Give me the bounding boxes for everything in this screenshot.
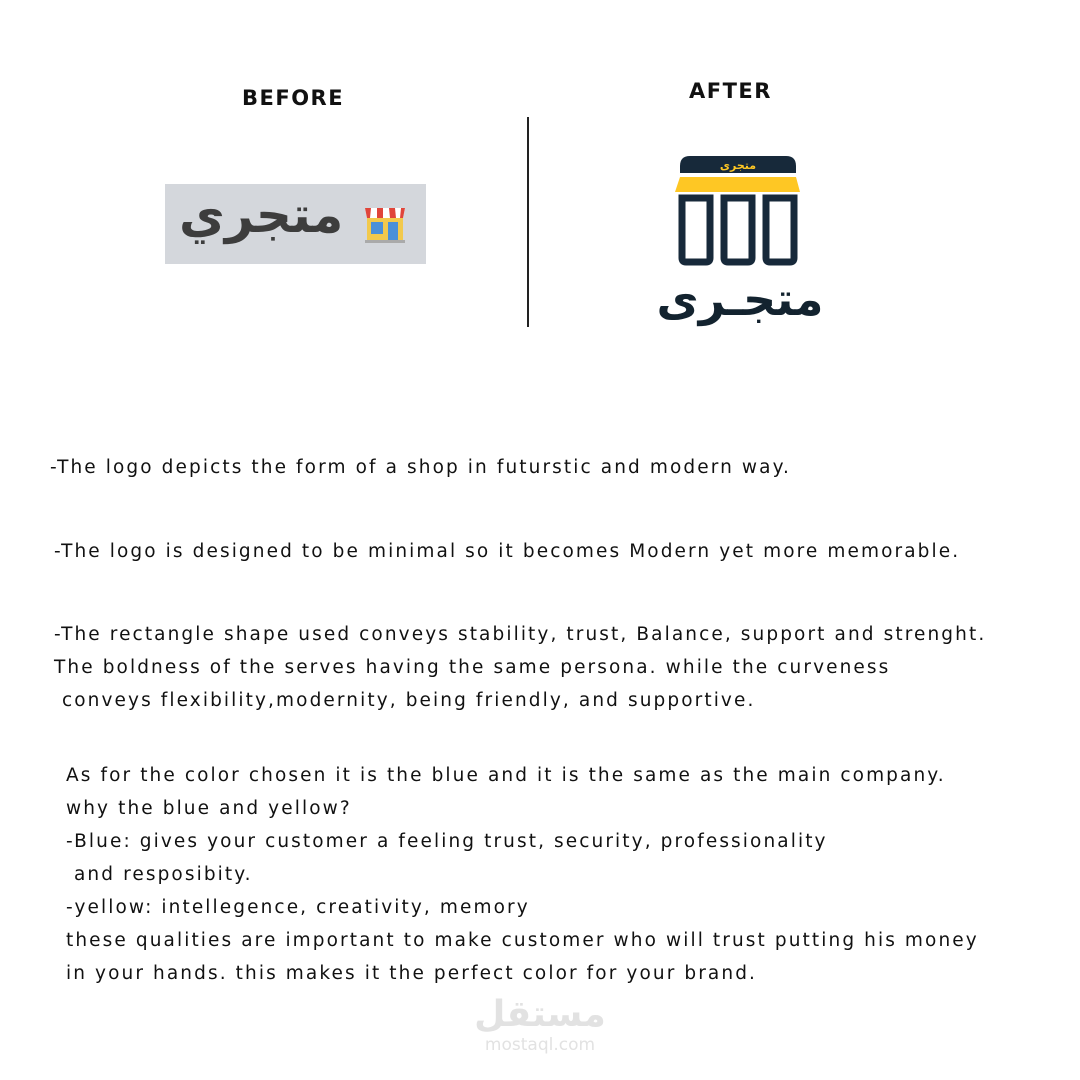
text-line: in your hands. this makes it the perfect color for your brand. (66, 963, 758, 984)
divider (527, 117, 529, 327)
after-logo-text: متجـرى (656, 272, 824, 326)
before-logo (165, 184, 426, 264)
text-line: why the blue and yellow? (66, 798, 352, 819)
text-line: and resposibity. (66, 864, 253, 885)
after-logo (672, 154, 804, 270)
text-line: -The logo is designed to be minimal so it becomes Modern yet more memorable. (54, 541, 961, 562)
text-line: -Blue: gives your customer a feeling trust, security, professionality (66, 831, 828, 852)
store-emoji-icon (363, 204, 407, 244)
text-line: -yellow: intellegence, creativity, memory (66, 897, 530, 918)
text-line: As for the color chosen it is the blue and it is the same as the main company. (66, 765, 946, 786)
watermark-arabic: مستقل (474, 994, 606, 1035)
text-line: The boldness of the serves having the same persona. while the curveness (54, 657, 891, 678)
text-line: conveys flexibility,modernity, being friendly, and supportive. (54, 690, 756, 711)
text-line: -The rectangle shape used conveys stability, trust, Balance, support and strenght. (54, 624, 987, 645)
badge-text: متجرى (719, 159, 757, 172)
before-heading: BEFORE (242, 86, 345, 110)
text-line: -The logo depicts the form of a shop in futurstic and modern way. (50, 457, 791, 478)
shop-logo-icon (672, 154, 804, 266)
after-heading: AFTER (689, 79, 772, 103)
mostaql-watermark (440, 995, 640, 1055)
text-line: these qualities are important to make customer who will trust putting his money (66, 930, 979, 951)
watermark-latin: mostaql.com (484, 1035, 596, 1055)
before-logo-text: متجري (179, 186, 344, 244)
